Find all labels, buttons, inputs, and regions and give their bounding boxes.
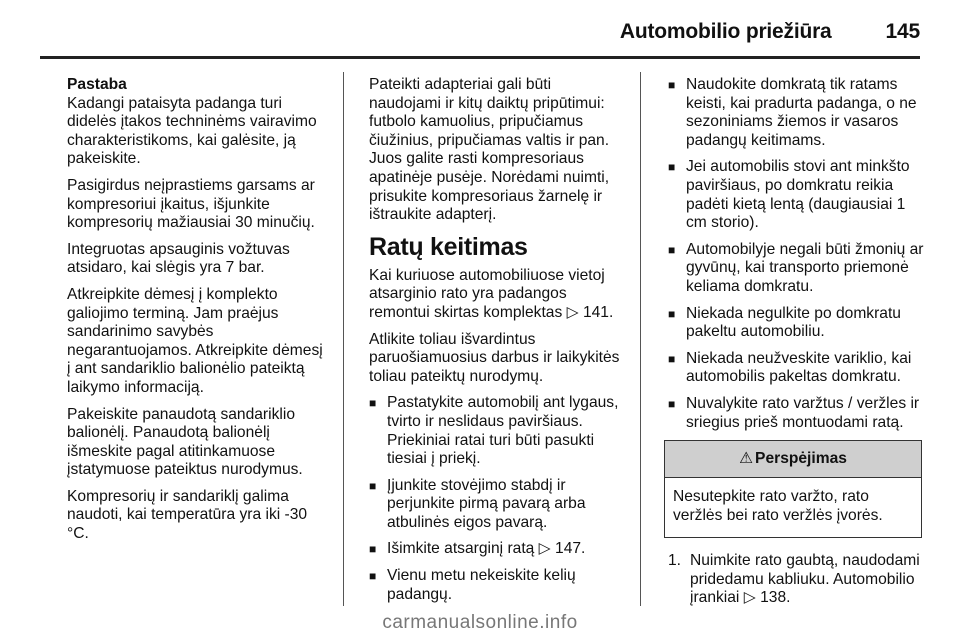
paragraph: Pasigirdus neįprastiems garsams ar kompresoriui įkaitus, išjunkite kompresorių mažiausiai 30 minučių. bbox=[67, 176, 315, 232]
page-title: Automobilio priežiūra bbox=[619, 20, 832, 43]
reference-arrow-icon: ▷ bbox=[538, 540, 551, 558]
step-text: Nuimkite rato gaubtą, naudodami pridedamu kabliuku. Automobilio įrankiai bbox=[690, 552, 920, 607]
warning-box bbox=[664, 440, 922, 538]
list-item: ■ Vienu metu nekeiskite kelių padangų. bbox=[369, 567, 624, 604]
column-divider bbox=[640, 72, 641, 606]
page-reference[interactable]: 147. bbox=[555, 540, 586, 558]
paragraph: Kompresorių ir sandariklį galima naudoti, kai temperatūra yra iki -30 °C. bbox=[67, 487, 308, 543]
paragraph: Integruotas apsauginis vožtuvas atsidaro, kai slėgis yra 7 bar. bbox=[67, 240, 290, 277]
list-item bbox=[369, 540, 624, 559]
section-heading: Ratų keitimas bbox=[369, 232, 528, 261]
paragraph bbox=[369, 267, 624, 323]
column-divider bbox=[343, 72, 344, 606]
list-item: ■ Automobilyje negali būti žmonių ar gyvūnų, kai transporto priemonė keliama domkratu. bbox=[668, 241, 926, 297]
page-number: 145 bbox=[885, 20, 920, 43]
list-item: ■ Nuvalykite rato varžtus / veržles ir sriegius prieš montuodami ratą. bbox=[668, 395, 926, 432]
paragraph: Atlikite toliau išvardintus paruošiamuosius darbus ir laikykitės toliau pateiktų nurodymų. bbox=[369, 330, 620, 385]
column-left bbox=[67, 76, 329, 552]
list-item: ■ Niekada neužveskite variklio, kai automobilis pakeltas domkratu. bbox=[668, 350, 926, 387]
header-rule bbox=[40, 56, 920, 59]
list-item: ■ Įjunkite stovėjimo stabdį ir perjunkite pirmą pavarą arba atbulinės eigos pavarą. bbox=[369, 477, 624, 533]
list-item: ■ Pastatykite automobilį ant lygaus, tvirto ir neslidaus paviršiaus. Priekiniai ratai turi būti pasukti tiesiai į priekį. bbox=[369, 394, 624, 468]
column-middle bbox=[369, 76, 624, 612]
list-item: ■ Niekada negulkite po domkratu pakeltu automobiliu. bbox=[668, 305, 926, 342]
step-number: 1. bbox=[668, 552, 682, 570]
warning-icon: ⚠ bbox=[739, 449, 754, 467]
page-reference[interactable]: 141. bbox=[582, 303, 614, 321]
list-item: ■ Jei automobilis stovi ant minkšto paviršiaus, po domkratu reikia padėti kietą lentą (daugiausiai 1 cm storio). bbox=[668, 158, 926, 232]
paragraph: Pateikti adapteriai gali būti naudojami ir kitų daiktų pripūtimui: futbolo kamuolius, pripučiamus čiužinius, pripučiamas valtis ir pan. Juos galite rasti kompresoriaus apatinėje pusėje. Norėdami nuimti, prisukite kompresoriaus žarnelę ir ištraukite adapterį. bbox=[369, 76, 610, 224]
step-item bbox=[668, 552, 926, 608]
bullet-list bbox=[369, 394, 624, 604]
paragraph: Atkreipkite dėmesį į komplekto galiojimo terminą. Jam praėjus sandarinimo savybės negarantuojamos. Atkreipkite dėmesį į ant sandariklio balionėlio pateiktą laikymo informaciją. bbox=[67, 285, 323, 396]
page-reference[interactable]: 138. bbox=[760, 589, 791, 607]
note-text: Kadangi pataisyta padanga turi didelės įtakos techninėms vairavimo charakteristikoms, kai galėsite, ją pakeiskite. bbox=[67, 94, 317, 168]
warning-text: Nesutepkite rato varžto, rato veržlės bei rato veržlės įvorės. bbox=[673, 488, 883, 524]
page-header bbox=[0, 14, 920, 50]
reference-arrow-icon: ▷ bbox=[743, 589, 756, 607]
reference-arrow-icon: ▷ bbox=[566, 303, 579, 321]
watermark[interactable]: carmanualsonline.info bbox=[382, 612, 578, 633]
column-right bbox=[668, 76, 926, 608]
list-item: ■ Naudokite domkratą tik ratams keisti, kai pradurta padanga, o ne sezoniniams žiemos ir vasaros padangų keitimams. bbox=[668, 76, 926, 150]
step-list bbox=[668, 552, 926, 608]
warning-header bbox=[665, 441, 921, 478]
list-item-text: Išimkite atsarginį ratą bbox=[387, 540, 535, 558]
paragraph: Pakeiskite panaudotą sandariklio balionėlį. Panaudotą balionėlį išmeskite pagal atitinkamuose įstatymuose pateiktus nurodymus. bbox=[67, 405, 303, 479]
paragraph-text: Kai kuriuose automobiliuose vietoj atsarginio rato yra padangos remontui skirtas komplektas bbox=[369, 266, 605, 321]
bullet-list bbox=[668, 76, 926, 432]
note-title: Pastaba bbox=[67, 76, 127, 93]
warning-title: Perspėjimas bbox=[755, 449, 847, 467]
